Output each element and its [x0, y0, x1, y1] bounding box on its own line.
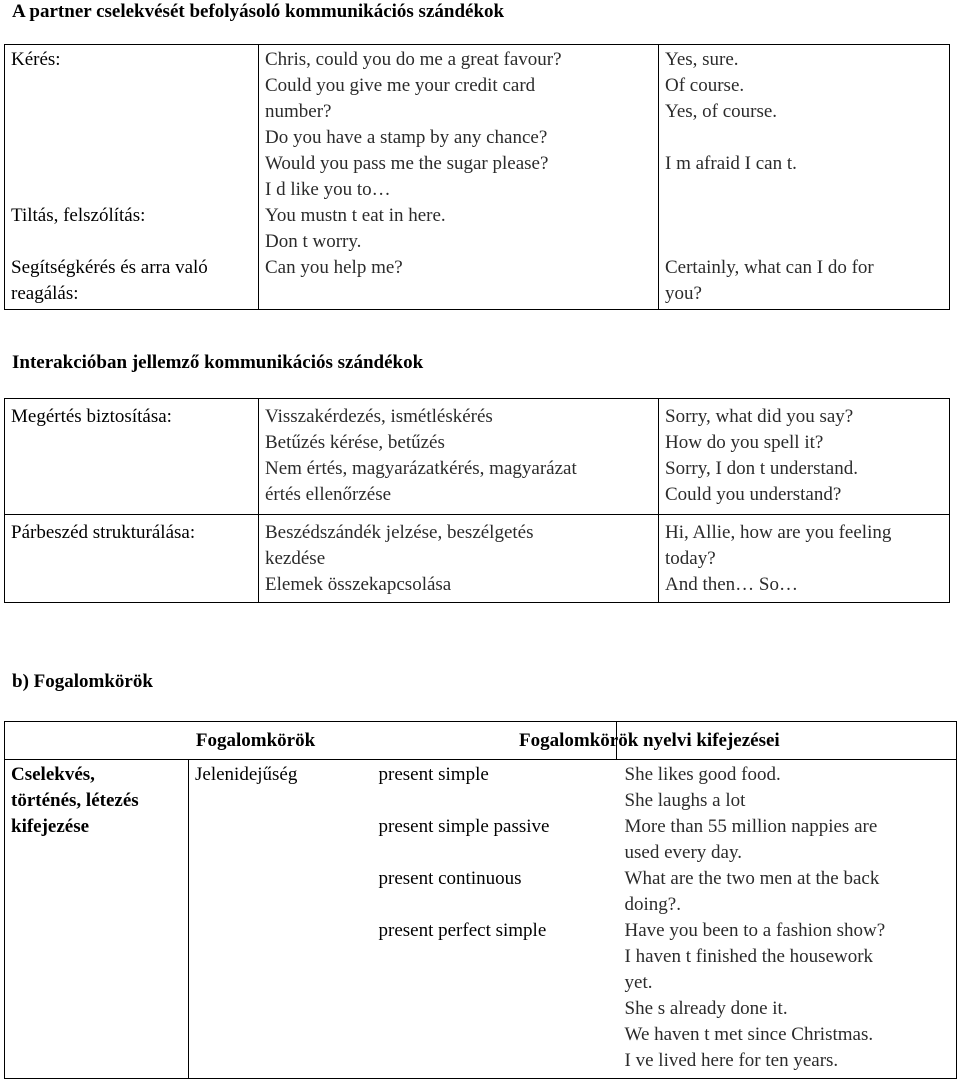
section-title-interaction: Interakcióban jellemző kommunikációs szándékok [12, 352, 424, 373]
list-item: Nem értés, magyarázatkérés, magyarázat [265, 458, 577, 479]
list-item: Don t worry. [265, 231, 362, 252]
list-item: You mustn t eat in here. [265, 205, 446, 226]
list-item: Certainly, what can I do for [665, 257, 874, 278]
list-item: értés ellenőrzése [265, 484, 392, 505]
list-item: Can you help me? [265, 257, 403, 278]
table-row [5, 760, 957, 1079]
list-item: Sorry, what did you say? [665, 406, 854, 427]
list-item: kezdése [265, 548, 326, 569]
list-item: Would you pass me the sugar please? [265, 153, 549, 174]
fogalomkorok-table [4, 721, 957, 1079]
header-fogalomkorok: Fogalomkörök [195, 730, 316, 751]
row-label-parbeszed: Párbeszéd strukturálása: [11, 522, 196, 543]
list-item: Betűzés kérése, betűzés [265, 432, 445, 453]
tense-label: present continuous [378, 868, 522, 889]
table-row [5, 45, 950, 310]
interaction-table [4, 398, 950, 603]
list-item: Chris, could you do me a great favour? [265, 49, 562, 70]
table-row [5, 399, 950, 515]
responses-cell [659, 45, 950, 310]
list-item: you? [665, 283, 702, 304]
list-item: Yes, of course. [665, 101, 778, 122]
list-item: Have you been to a fashion show? [624, 920, 886, 941]
list-item: today? [665, 548, 716, 569]
row-label-tiltas: Tiltás, felszólítás: [11, 205, 146, 226]
list-item: Of course. [665, 75, 745, 96]
list-item: doing?. [624, 894, 681, 915]
list-item: I d like you to… [265, 179, 391, 200]
list-item: She laughs a lot [624, 790, 746, 811]
category-line: Cselekvés, [11, 764, 95, 785]
list-item: Hi, Allie, how are you feeling [665, 522, 892, 543]
list-item: I m afraid I can t. [665, 153, 797, 174]
list-item: And then… So… [665, 574, 798, 595]
tense-label: present simple passive [378, 816, 550, 837]
list-item: Could you understand? [665, 484, 842, 505]
list-item: More than 55 million nappies are [624, 816, 878, 837]
list-item: I haven t finished the housework [624, 946, 874, 967]
section-title-fogalomkorok: b) Fogalomkörök [12, 671, 153, 692]
list-item: Sorry, I don t understand. [665, 458, 858, 479]
phrases-cell [259, 45, 659, 310]
category-line: történés, létezés [11, 790, 139, 811]
tense-label: present simple [378, 764, 489, 785]
list-item: We haven t met since Christmas. [624, 1024, 874, 1045]
list-item: What are the two men at the back [624, 868, 880, 889]
row-label-segitseg-1: Segítségkérés és arra való [11, 257, 208, 278]
subcategory-label: Jelenidejűség [195, 764, 298, 785]
table-row [5, 515, 950, 603]
row-label-megertes: Megértés biztosítása: [11, 406, 172, 427]
list-item: Do you have a stamp by any chance? [265, 127, 548, 148]
list-item: She s already done it. [624, 998, 788, 1019]
header-nyelvi-kifejezesek: Fogalomkörök nyelvi kifejezései [519, 730, 780, 751]
row-label-segitseg-2: reagálás: [11, 283, 79, 304]
list-item: Visszakérdezés, ismétléskérés [265, 406, 493, 427]
list-item: number? [265, 101, 332, 122]
table-row [5, 722, 957, 760]
list-item: Beszédszándék jelzése, beszélgetés [265, 522, 534, 543]
list-item: How do you spell it? [665, 432, 824, 453]
tense-label: present perfect simple [378, 920, 547, 941]
list-item: Could you give me your credit card [265, 75, 536, 96]
list-item: I ve lived here for ten years. [624, 1050, 839, 1071]
label-cell [5, 45, 259, 310]
partner-actions-table [4, 44, 950, 310]
list-item: Yes, sure. [665, 49, 739, 70]
list-item: Elemek összekapcsolása [265, 574, 452, 595]
list-item: used every day. [624, 842, 743, 863]
row-label-keres: Kérés: [11, 49, 61, 70]
list-item: yet. [624, 972, 653, 993]
category-line: kifejezése [11, 816, 90, 837]
list-item: She likes good food. [624, 764, 781, 785]
section-title-partner-actions: A partner cselekvését befolyásoló kommunikációs szándékok [12, 1, 505, 22]
